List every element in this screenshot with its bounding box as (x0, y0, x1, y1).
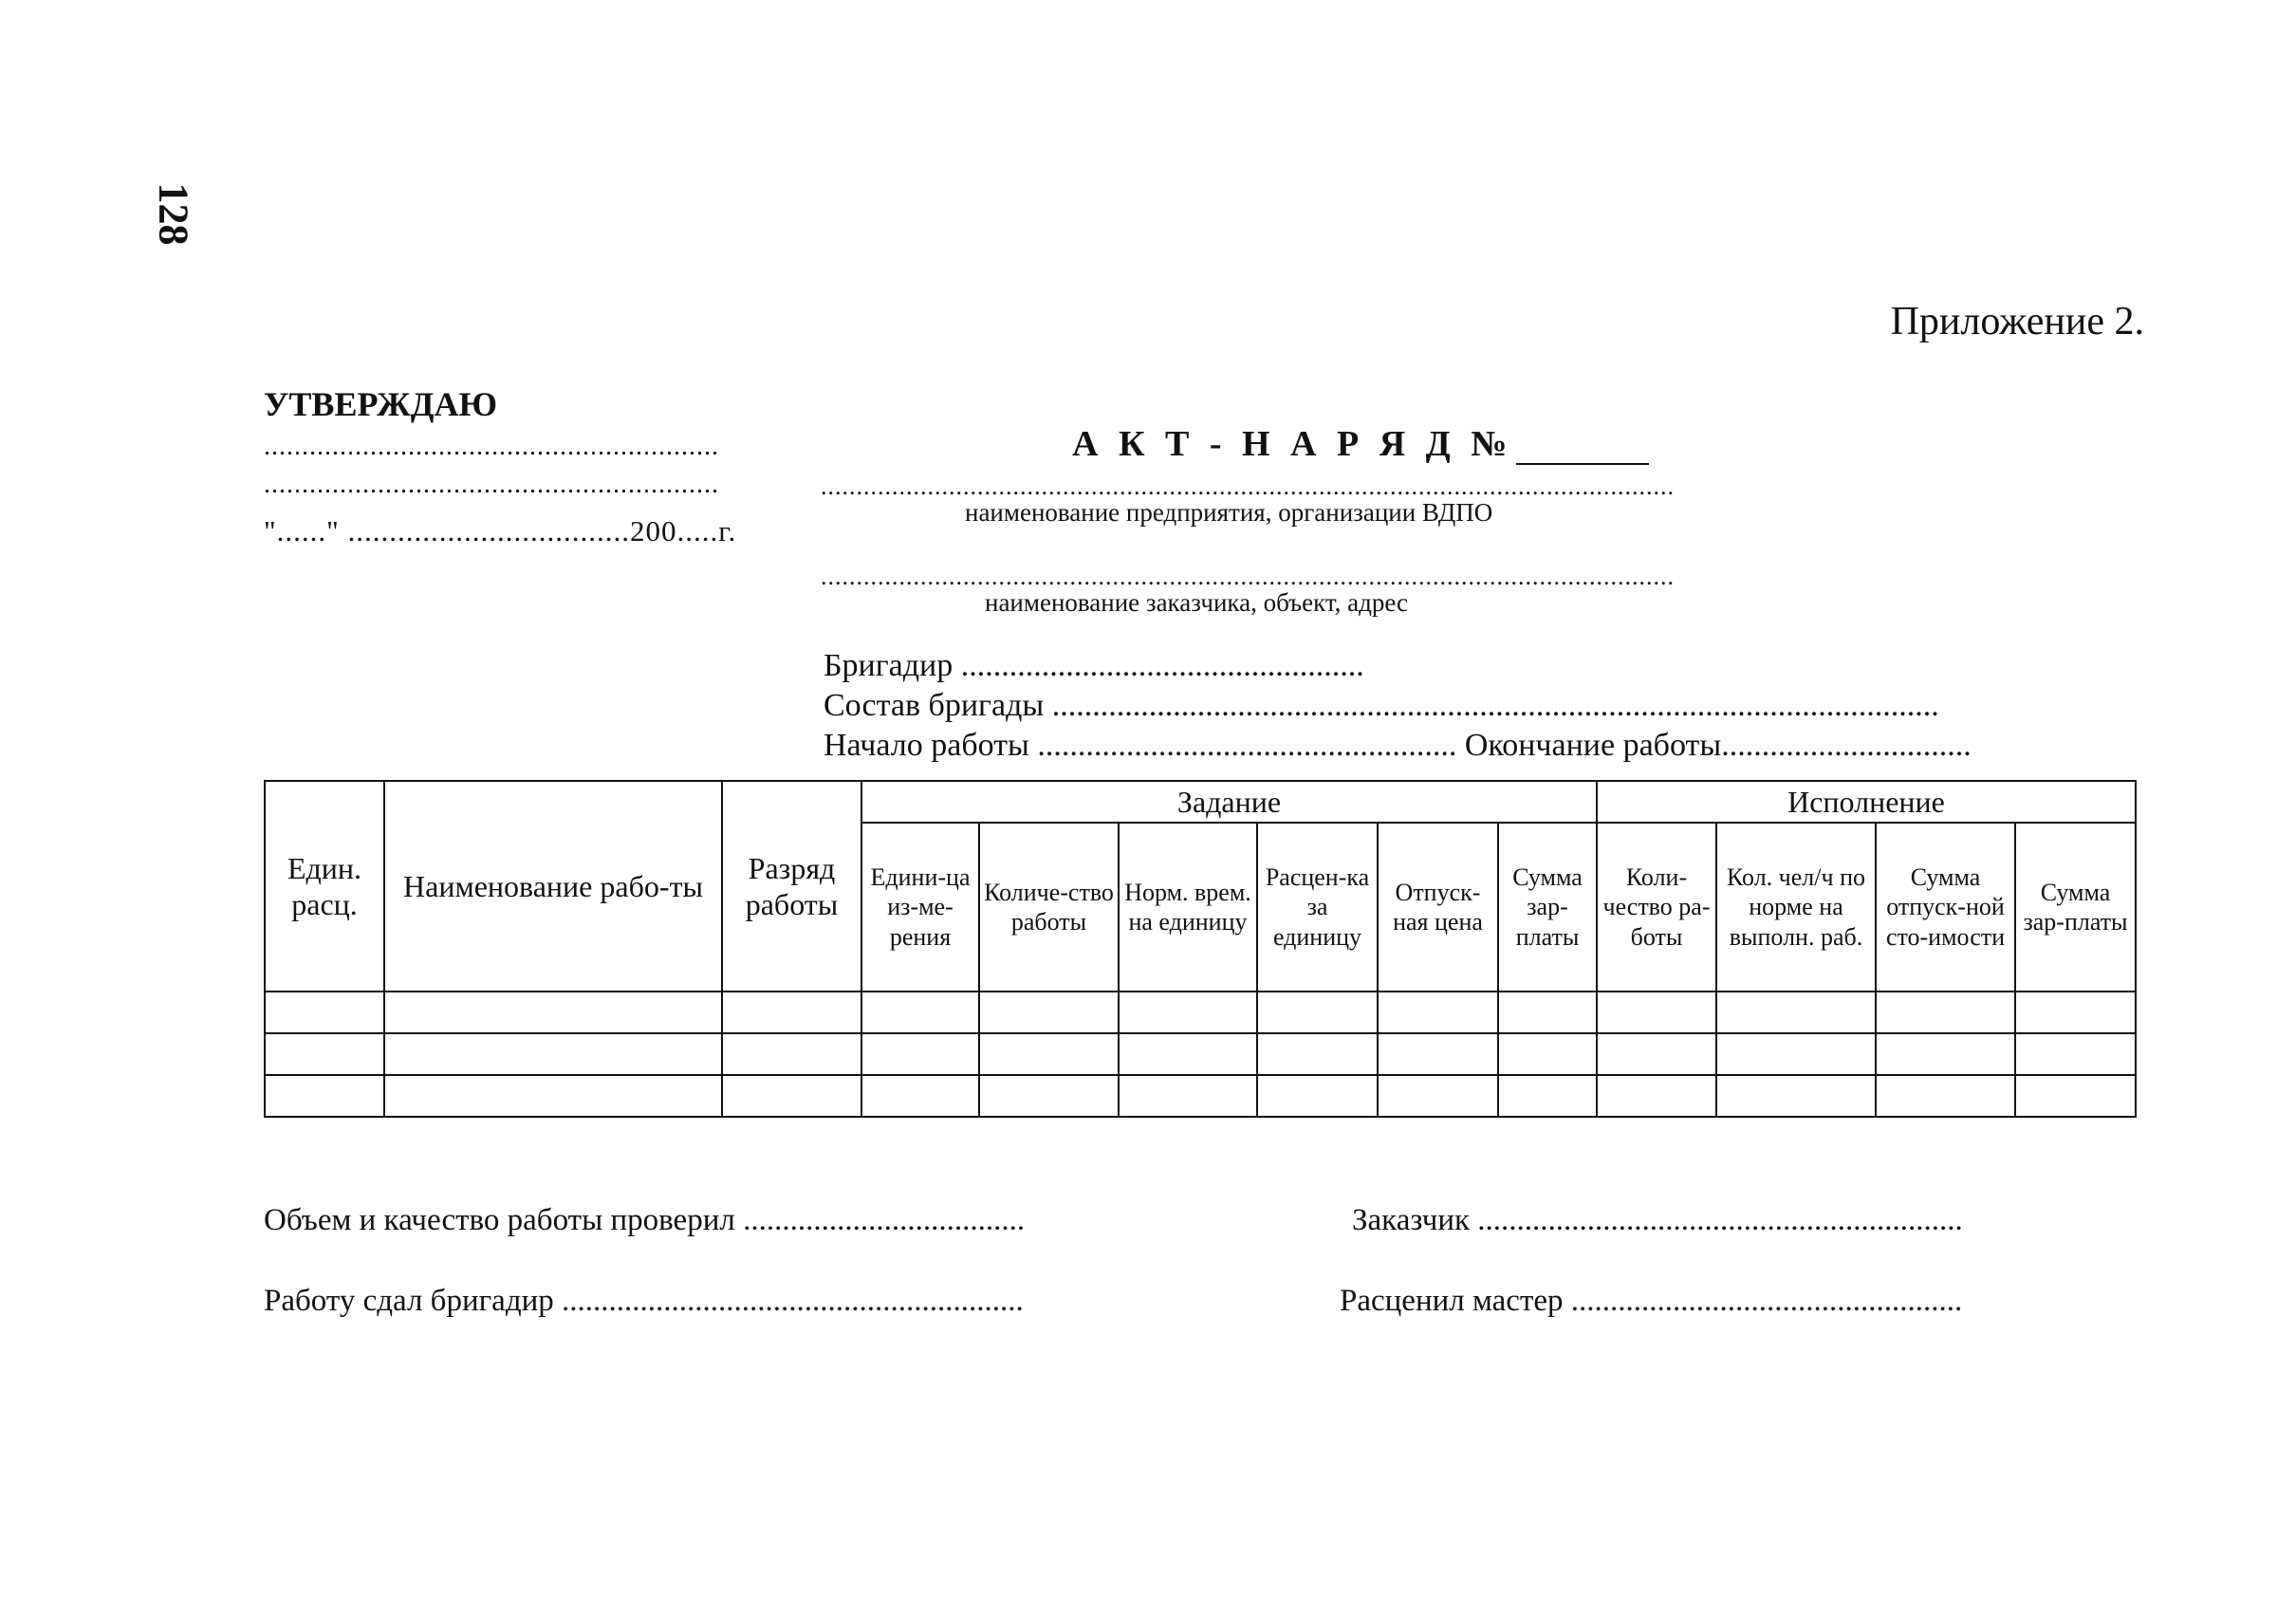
group-task: Задание (861, 781, 1597, 823)
approve-signature-line-1: ............................................................ (264, 432, 719, 461)
footer-checked-by: Объем и качество работы проверил .................................... (264, 1203, 1026, 1237)
footer-handed-by-brigadier: Работу сдал бригадир ........................................................... (264, 1284, 1024, 1318)
act-title (1072, 423, 1649, 465)
organization-caption: наименование предприятия, организации ВДПО (965, 498, 1493, 527)
organization-dots: ........................................................................................................................ (821, 473, 1675, 500)
brigadier-field: Бригадир .................................................. (824, 648, 1364, 683)
act-table (264, 780, 2137, 1118)
col-task-quantity: Количе-ство работы (979, 823, 1119, 992)
col-task-salary-sum: Сумма зар-платы (1498, 823, 1597, 992)
client-dots: ........................................................................................................................ (821, 563, 1675, 590)
work-start-end-field: Начало работы .................................................... Окончание работы............................... (824, 728, 1972, 763)
col-work-grade: Разряд работы (722, 781, 861, 992)
col-work-name: Наименование рабо-ты (384, 781, 722, 992)
col-task-unit: Едини-ца из-ме-рения (861, 823, 979, 992)
group-execution: Исполнение (1597, 781, 2136, 823)
footer-priced-by-master: Расценил мастер .................................................. (1340, 1284, 1963, 1318)
client-caption: наименование заказчика, объект, адрес (985, 588, 1409, 617)
brigade-composition-field: Состав бригады .............................................................................................................. (824, 688, 1939, 723)
appendix-label: Приложение 2. (1890, 300, 2144, 343)
col-task-rate: Расцен-ка за единицу (1257, 823, 1378, 992)
table-row (265, 1075, 2136, 1117)
col-task-sale-price: Отпуск-ная цена (1378, 823, 1498, 992)
col-exec-man-hours: Кол. чел/ч по норме на выполн. раб. (1716, 823, 1876, 992)
col-unit-rate: Един. расц. (265, 781, 384, 992)
approve-date-line: "......" ..................................200.....г. (264, 514, 737, 547)
col-exec-salary-sum: Сумма зар-платы (2015, 823, 2136, 992)
table-row (265, 1033, 2136, 1075)
col-exec-quantity: Коли-чество ра-боты (1597, 823, 1716, 992)
act-title-text: А К Т - Н А Р Я Д № (1072, 424, 1513, 464)
col-task-norm-time: Норм. врем. на единицу (1119, 823, 1257, 992)
approve-signature-line-2: ............................................................ (264, 470, 719, 499)
act-number-blank (1516, 435, 1649, 465)
footer-customer: Заказчик .............................................................. (1352, 1203, 1963, 1237)
approve-title: УТВЕРЖДАЮ (264, 385, 498, 423)
table-row (265, 992, 2136, 1033)
page-number: 128 (150, 182, 197, 246)
col-exec-sale-sum: Сумма отпуск-ной сто-имости (1876, 823, 2015, 992)
